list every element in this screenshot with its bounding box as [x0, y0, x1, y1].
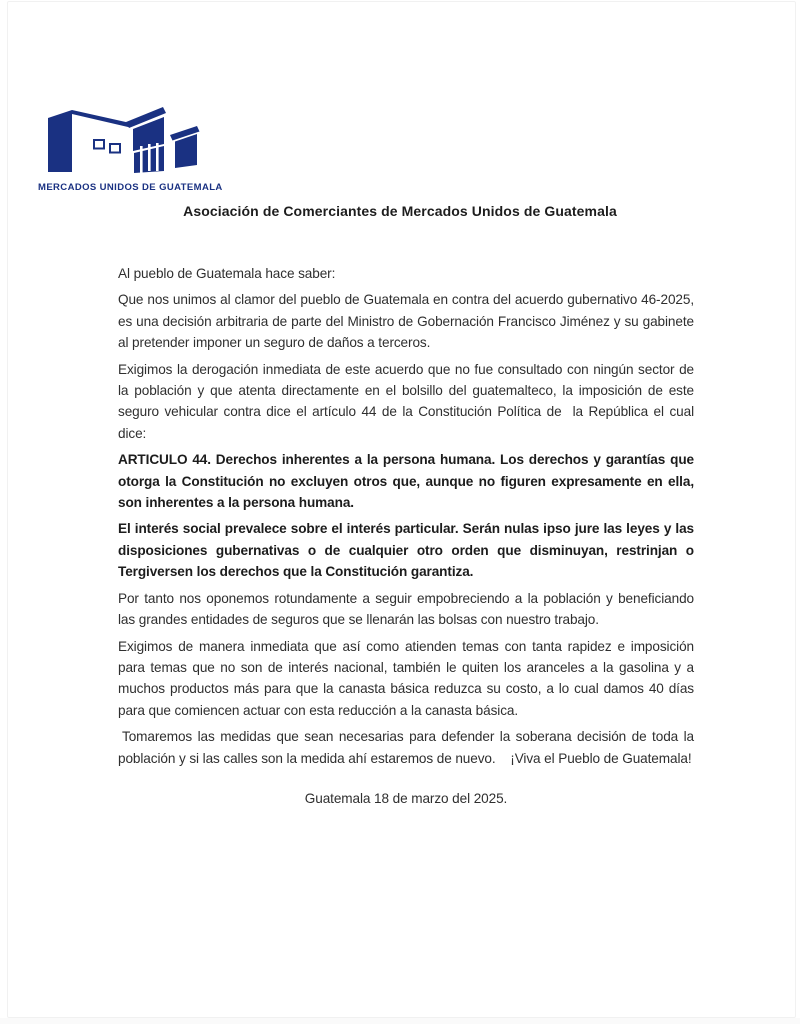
paragraph-4: El interés social prevalece sobre el interés particular. Serán nulas ipso jure las leyes y las disposiciones gubernativas o de cualquier otro orden que disminuyan, restrinjan o Tergiversen los derechos que la Constitución garantiza.: [118, 521, 694, 580]
paragraph-6: Exigimos de manera inmediata que así como atienden temas con tanta rapidez e imposición para temas que no son de interés nacional, también le quiten los aranceles a la gasolina y a muchos productos más para que la canasta básica reduzca su costo, a lo cual damos 40 días para que comiencen actuar con esta reducción a la canasta básica.: [118, 638, 694, 718]
paragraph-2: Exigimos la derogación inmediata de este acuerdo que no fue consultado con ningún sector de la población y que atenta directamente en el bolsillo del guatemalteco, la imposición de este seguro vehicular contra dice el artículo 44 de la Constitución Política de la República el cual dice:: [118, 361, 694, 441]
paragraph-3: ARTICULO 44. Derechos inherentes a la persona humana. Los derechos y garantías que otorga la Constitución no excluyen otros que, aunque no figuren expresamente en ella, son inherentes a la persona humana.: [118, 452, 694, 511]
logo-wordmark: MERCADOS UNIDOS DE GUATEMALA: [38, 182, 223, 193]
paragraph-7: Tomaremos las medidas que sean necesarias para defender la soberana decisión de toda la población y si las calles son la medida ahí estaremos de nuevo. ¡Viva el Pueblo de Guatemala!: [118, 729, 694, 766]
market-building-icon: [38, 94, 220, 180]
date-line: Guatemala 18 de marzo del 2025.: [304, 790, 508, 806]
salutation-line: Al pueblo de Guatemala hace saber:: [118, 266, 336, 281]
paragraph-5: Por tanto nos oponemos rotundamente a seguir empobreciendo a la población y beneficiando las grandes entidades de seguros que se llenarán las bolsas con nuestro trabajo.: [118, 590, 694, 628]
organization-logo: [38, 94, 223, 193]
document-title: Asociación de Comerciantes de Mercados Unidos de Guatemala: [183, 203, 617, 219]
paragraph-1: Que nos unimos al clamor del pueblo de Guatemala en contra del acuerdo gubernativo 46-2025, es una decisión arbitraria de parte del Ministro de Gobernación Francisco Jiménez y su gabinete al pretender imponer un seguro de daños a terceros.: [118, 292, 694, 351]
letter-body: [118, 263, 694, 809]
